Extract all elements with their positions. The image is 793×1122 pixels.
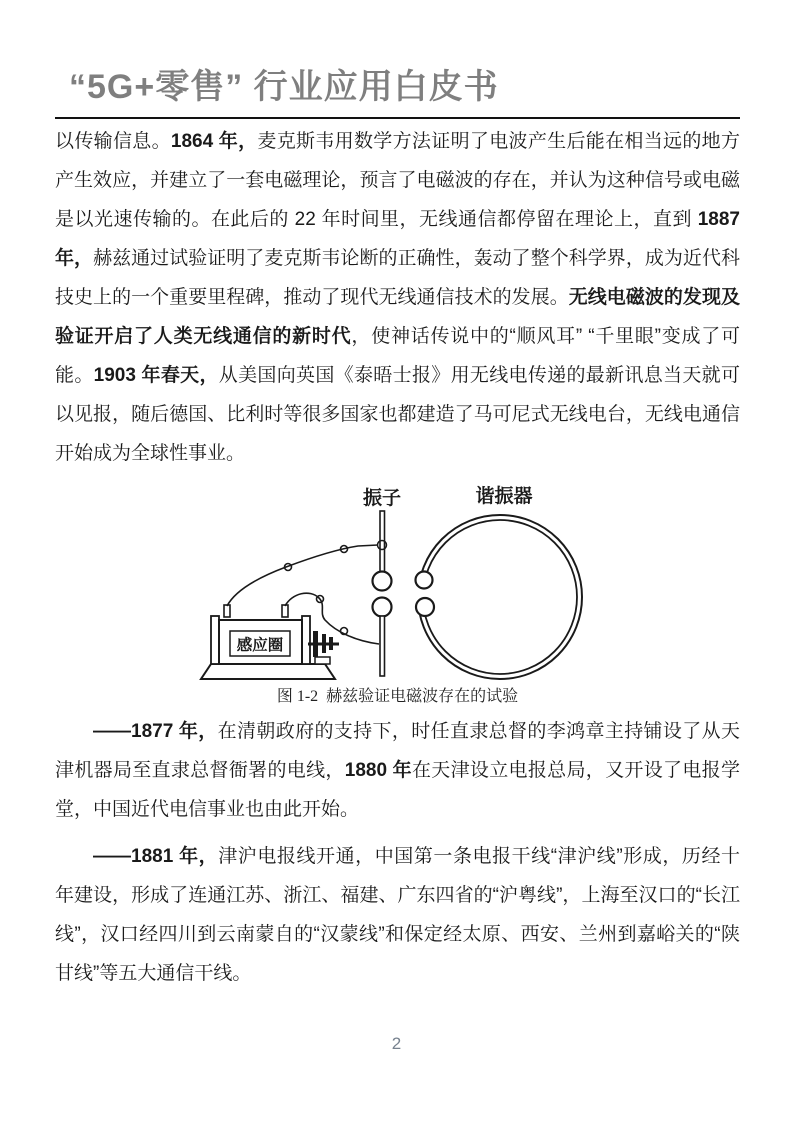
oscillator-rod-bottom [380,616,385,676]
frame-left [211,616,219,664]
title-rule [55,117,740,119]
wire-left [227,545,378,606]
hertz-experiment-diagram [198,481,598,686]
paragraph-history-2: ——1877 年，在清朝政府的支持下，时任直隶总督的李鸿章主持铺设了从天津机器局至直隶总督衙署的电线，1880 年在天津设立电报总局，又开设了电报学堂，中国近代电信事业也由此开始。 [55,721,741,820]
page-number: 2 [391,1034,402,1053]
paragraph-history-3: ——1881 年，津沪电报线开通，中国第一条电报干线“津沪线”形成，历经十年建设，形成了连通江苏、浙江、福建、广东四省的“沪粤线”，上海至汉口的“长江线”，汉口经四川到云南蒙自的“汉蒙线”和保定经太原、西安、兰州到嘉峪关的“陕甘线”等五大通信干线。 [55,846,741,984]
body-text [55,122,740,993]
oscillator-dipole [372,511,391,676]
figure-caption: 图 1-2 赫兹验证电磁波存在的试验 [276,688,519,705]
induction-coil-label: 感应圈 [236,637,283,654]
oscillator-sphere-top [372,572,391,591]
resonator-sphere-bottom [416,598,434,616]
page-title: “5G+零售” 行业应用白皮书 [69,68,499,106]
terminal-post-left [224,605,230,617]
resonator-sphere-top [415,572,432,589]
page-header [55,0,740,119]
paragraph-history-1: 以传输信息。1864 年，麦克斯韦用数学方法证明了电波产生后能在相当远的地方产生效应，并建立了一套电磁理论，预言了电磁波的存在，并认为这种信号或电磁是以光速传输的。在此后的 22 年时间里，无线通信都停留在理论上，直到 1887 年，赫兹通过试验证明了麦克斯韦论断的正确性，轰动了整个科学界，成为近代科技史上的一个重要里程碑，推动了现代无线通信技术的发展。无线电磁波的发现及验证开启了人类无线通信的新时代，使神话传说中的“顺风耳” “千里眼”变成了可能。1903 年春天，从美国向英国《泰晤士报》用无线电传递的最新讯息当天就可以见报，随后德国、比利时等很多国家也都建造了马可尼式无线电台，无线电通信开始成为全球性事业。 [55,131,740,464]
apparatus-base [201,664,335,679]
frame-right [302,616,310,664]
figure-hertz-experiment [198,481,598,708]
oscillator-sphere-bottom [372,598,391,617]
interrupter-mechanism [308,631,339,664]
terminal-post-right [282,605,288,617]
resonator-label: 谐振器 [474,486,533,507]
resonator-loop [409,515,582,679]
induction-coil-apparatus [201,605,339,679]
oscillator-label: 振子 [362,488,401,509]
